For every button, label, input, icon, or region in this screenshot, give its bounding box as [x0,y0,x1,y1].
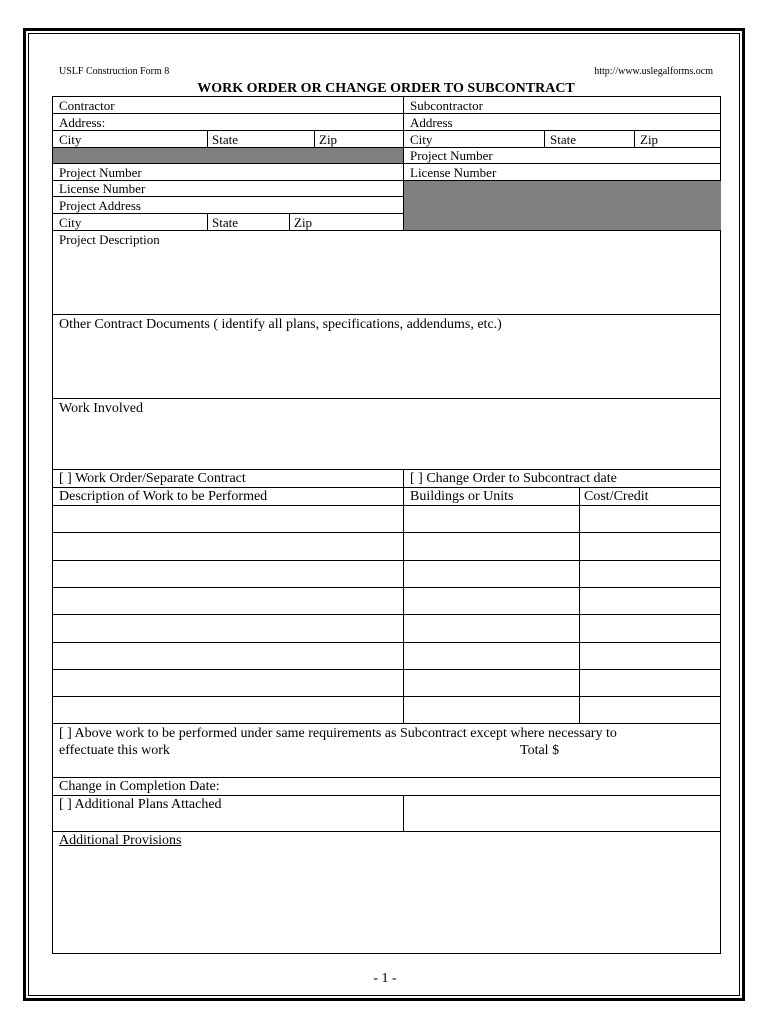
project-number-label: Project Number [59,165,142,180]
grid-line [53,560,721,561]
work-involved-label: Work Involved [59,401,144,416]
subcontractor-state-label: State [550,132,576,147]
grid-line [634,130,635,147]
grid-line [403,469,404,487]
subcontractor-project-number-label: Project Number [410,148,493,163]
form-title: WORK ORDER OR CHANGE ORDER TO SUBCONTRACT [197,81,575,96]
subcontractor-city-label: City [410,132,433,147]
cost-column-header: Cost/Credit [584,489,649,504]
subcontractor-license-number-label: License Number [410,165,497,180]
form-id: USLF Construction Form 8 [59,66,170,77]
grid-line [544,130,545,147]
grid-line [53,196,403,197]
form-url: http://www.uslegalforms.ocm [594,66,713,77]
page-number: - 1 - [373,971,397,986]
grid-line [53,532,721,533]
license-number-label: License Number [59,181,146,196]
grid-line [403,795,404,831]
grid-line [579,487,580,723]
shaded-block-left [53,147,403,163]
project-address-label: Project Address [59,198,141,213]
grid-line [53,230,721,231]
contractor-zip-label: Zip [319,132,338,147]
project-zip-label: Zip [294,215,313,230]
grid-line [53,113,721,114]
subcontractor-address-label: Address [410,115,453,130]
subcontractor-label: Subcontractor [410,98,483,113]
grid-line [53,723,721,724]
completion-date-label: Change in Completion Date: [59,779,220,794]
grid-line [53,130,721,131]
grid-line [207,130,208,147]
grid-line [53,147,721,148]
grid-line [403,487,404,723]
grid-line [314,130,315,147]
grid-line [53,398,721,399]
contractor-label: Contractor [59,98,115,113]
description-column-header: Description of Work to be Performed [59,489,268,504]
subcontractor-zip-label: Zip [640,132,659,147]
other-contract-documents-label: Other Contract Documents ( identify all plans, specifications, addendums, etc.) [59,317,502,332]
grid-line [53,213,403,214]
grid-line [53,505,721,506]
change-order-checkbox-label: [ ] Change Order to Subcontract date [410,471,617,486]
project-city-label: City [59,215,82,230]
shaded-block-right [403,180,721,230]
grid-line [53,669,721,670]
grid-line [53,642,721,643]
grid-line [53,696,721,697]
requirements-text-line1: [ ] Above work to be performed under same requirements as Subcontract except where necessary to [59,726,617,741]
grid-line [53,180,721,181]
additional-provisions-label: Additional Provisions [59,833,182,848]
total-label: Total $ [520,743,560,758]
requirements-text-line2: effectuate this work [59,743,170,758]
grid-line [403,97,404,230]
grid-line [53,587,721,588]
additional-plans-label: [ ] Additional Plans Attached [59,797,222,812]
work-order-checkbox-label: [ ] Work Order/Separate Contract [59,471,246,486]
form-grid [52,96,721,954]
project-description-label: Project Description [59,232,160,247]
buildings-column-header: Buildings or Units [410,489,514,504]
grid-line [289,213,290,230]
contractor-address-label: Address: [59,115,106,130]
contractor-city-label: City [59,132,82,147]
grid-line [53,163,721,164]
grid-line [53,314,721,315]
grid-line [207,213,208,230]
project-state-label: State [212,215,238,230]
contractor-state-label: State [212,132,238,147]
grid-line [53,614,721,615]
